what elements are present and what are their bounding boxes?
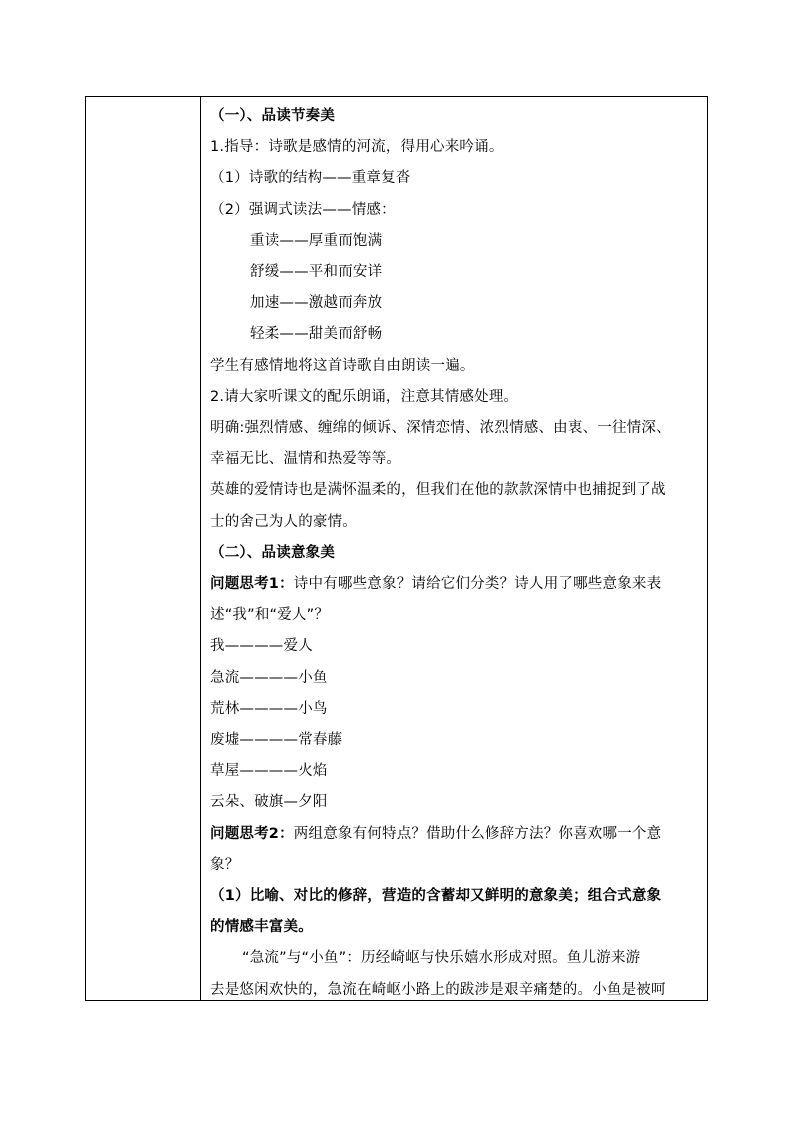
text-line: 去是悠闲欢快的，急流在崎岖小路上的跋涉是艰辛痛楚的。小鱼是被呵 <box>210 981 666 998</box>
text-line: 1.指导：诗歌是感情的河流，得用心来吟诵。 <box>210 139 504 156</box>
text-line: 轻柔——甜美而舒畅 <box>250 326 383 343</box>
text-line: 荒林————小鸟 <box>210 700 328 717</box>
question-label: 问题思考2： <box>210 825 294 842</box>
text-line: 英雄的爱情诗也是满怀温柔的，但我们在他的款款深情中也捕捉到了战 <box>210 482 666 499</box>
text-line: “急流”与“小鱼”：历经崎岖与快乐嬉水形成对照。鱼儿游来游 <box>242 950 641 967</box>
text-line: 幸福无比、温情和热爱等等。 <box>210 451 402 468</box>
text-line: 重读——厚重而饱满 <box>250 232 383 249</box>
text-line: 2.请大家听课文的配乐朗诵，注意其情感处理。 <box>210 388 519 405</box>
text-line: 草屋————火焰 <box>210 763 328 780</box>
text-line: （2）强调式读法——情感： <box>210 201 396 218</box>
text-line: 的情感丰富美。 <box>210 919 313 936</box>
text-line: 舒缓——平和而安详 <box>250 264 383 280</box>
question-text: 两组意象有何特点？借助什么修辞方法？你喜欢哪一个意 <box>293 825 662 842</box>
text-line: 废墟————常春藤 <box>210 732 343 748</box>
question-label: 问题思考1： <box>210 576 294 592</box>
left-column-cell <box>86 97 201 1000</box>
text-line: 加速——激越而奔放 <box>250 295 383 312</box>
text-line: 急流————小鱼 <box>210 669 328 686</box>
text-line: （1）比喻、对比的修辞，营造的含蓄却又鲜明的意象美；组合式意象 <box>210 888 662 904</box>
text-line: 述“我”和“爱人”？ <box>210 607 330 624</box>
text-line: 象？ <box>210 856 240 873</box>
text-line: （二）、品读意象美 <box>210 544 336 561</box>
text-line: 士的舍己为人的豪情。 <box>210 513 357 530</box>
text-line: 明确:强烈情感、缠绵的倾诉、深情恋情、浓烈情感、由衷、一往情深、 <box>210 420 671 436</box>
text-line <box>210 574 707 594</box>
text-line: 我————爱人 <box>210 638 313 655</box>
text-line <box>210 824 707 844</box>
text-line: 学生有感情地将这首诗歌自由朗读一遍。 <box>210 357 475 374</box>
lesson-table <box>85 96 708 1001</box>
text-line: （一）、品读节奏美 <box>210 108 336 124</box>
text-line: 云朵、破旗—夕阳 <box>210 794 328 811</box>
question-text: 诗中有哪些意象？请给它们分类？诗人用了哪些意象来表 <box>293 576 662 592</box>
content-cell <box>202 97 707 1000</box>
text-line: （1）诗歌的结构——重章复沓 <box>210 170 411 187</box>
